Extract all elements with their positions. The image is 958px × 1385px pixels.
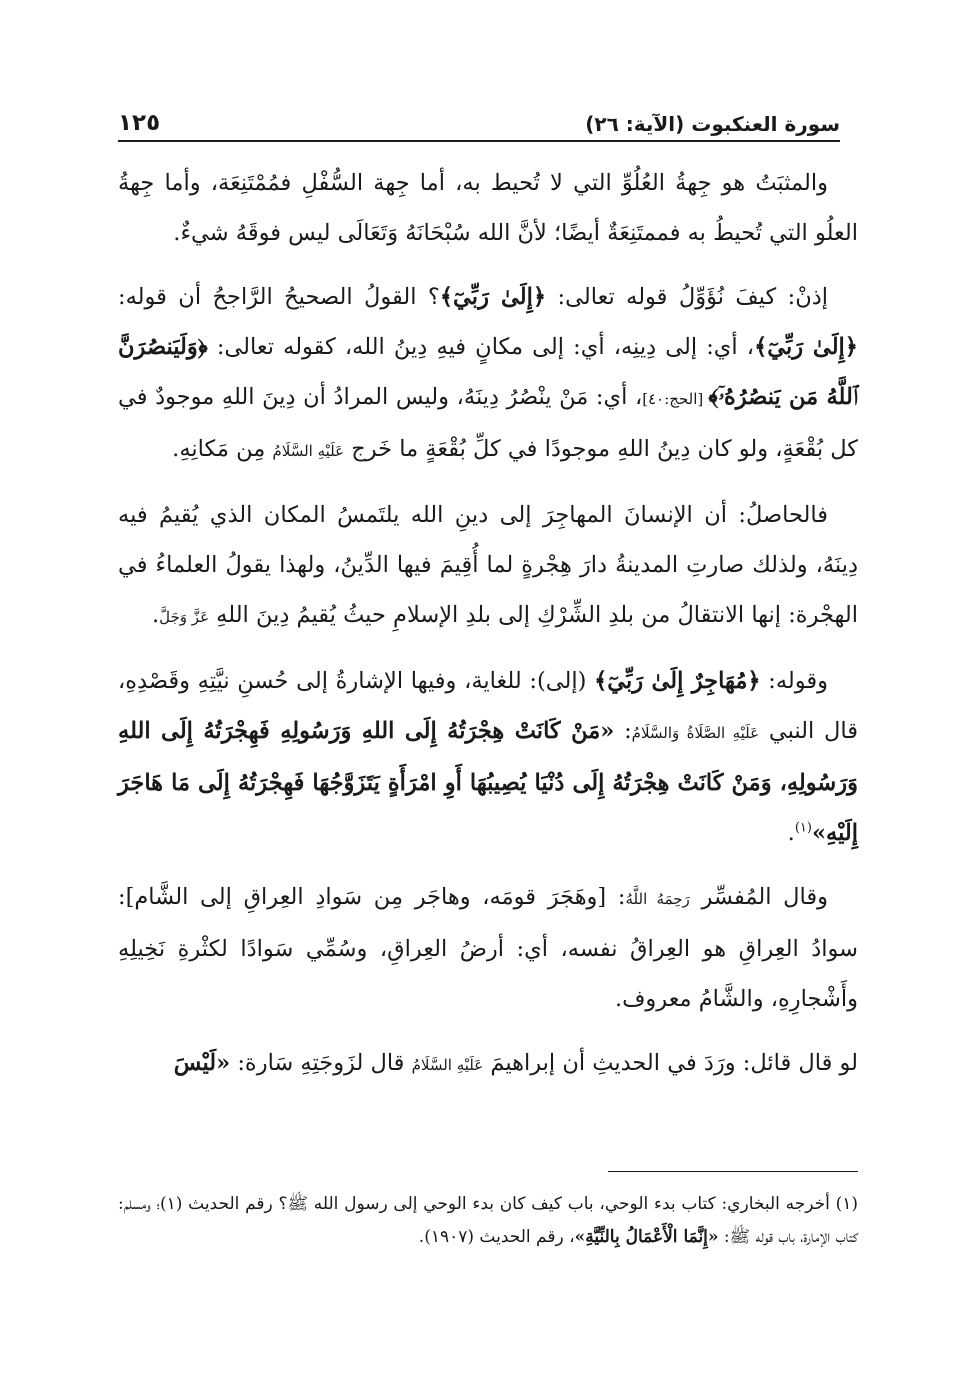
paragraph-2 [118,272,858,476]
text-span: : [وهَجَرَ قومَه، وهاجَر مِن سَوادِ العِراقِ إلى الشَّام]: سوادُ العِراقِ هو العِراقُ نفسه، أي: أرضُ العِراقِ، وسُمِّي سَوادًا لكثْرةِ نَخِيلِهِ وأَشْجارِهِ، والشَّامُ معروف. [118,884,858,1012]
surah-title: سورة العنكبوت (الآية: ٢٦) [585,112,840,136]
text-span: فالحاصلُ: أن الإنسانَ المهاجِرَ إلى دينِ الله يلتَمسُ المكان الذي يُقيمُ فيه دِينَهُ، ولذلك صارتِ المدينةُ دارَ هِجْرةٍ لما أُقِيمَ فيها الدِّينُ، ولهذا يقولُ العلماءُ في الهجْرة: إنها الانتقالُ من بلدِ الشِّرْكِ إلى بلدِ الإسلامِ حيثُ يُقيمُ دِينَ اللهِ [118,502,858,628]
footnote-marker[interactable]: (١) [794,820,812,836]
text-span: إذنْ: كيفَ نُؤَوِّلُ قوله تعالى: [546,284,828,310]
text-span: لو قال قائل: ورَدَ في الحديثِ أن إبراهيمَ [483,1050,858,1076]
hadith-quote: «لَيْسَ [173,1050,231,1076]
paragraph-6 [118,1038,858,1090]
text-span: ، أي: إلى دِينِه، أي: إلى مكانٍ فيهِ دِينُ الله، كقوله تعالى: [207,334,755,360]
footnotes [118,1188,858,1254]
text-span: وقوله: [760,668,828,694]
footnote-1 [118,1188,858,1254]
paragraph-5 [118,872,858,1024]
main-text [118,158,858,1104]
text-span: ، رقم الحديث (١٩٠٧). [418,1227,575,1247]
text-span: قال لزَوجَتِهِ سَارة: [230,1050,412,1076]
honorific: عَلَيْهِ السَّلَامُ [272,442,345,460]
text-span: مِن مَكانِهِ. [172,436,273,462]
quran-verse: ﴿وَلَيَنصُرَنَّ ٱللَّهُ مَن يَنصُرُهُۥٓ﴾ [118,334,859,410]
verse-reference: [الحج:٤٠] [642,390,709,408]
text-span: (١) أخرجه البخاري: كتاب بدء الوحي، باب كيف كان بدء الوحي إلى رسول الله ﷺ؟ رقم الحديث (١)؛ ومسلم: كتاب الإمارة، باب قوله ﷺ: [118,1194,858,1247]
quran-verse: ﴿إِلَىٰ رَبِّيٓ﴾ [439,284,547,310]
text-span: . [152,602,160,628]
quran-verse: ﴿مُهَاجِرٌ إِلَىٰ رَبِّيٓ﴾ [594,668,761,694]
honorific: عَلَيْهِ السَّلَامُ [411,1056,484,1074]
footnote-divider [608,1171,858,1172]
honorific: عَلَيْهِ الصَّلَاةُ وَالسَّلَامُ [631,724,760,742]
page-number: ١٢٥ [118,110,161,136]
paragraph-1: والمثبَتُ هو جِهةُ العُلُوِّ التي لا تُحيط به، أما جِهة السُّفْلِ فمُمْتَنِعَة، وأما جِهةُ العلُو التي تُحيطُ به فممتَنِعَةٌ أيضًا؛ لأنَّ الله سُبْحَانَهُ وَتَعَالَى ليس فوقَهُ شيءٌ. [118,170,858,246]
text-span: . [787,820,795,846]
text-span: ، أي: مَنْ ينْصُرُ دِينَهُ، وليس المرادُ أن دِينَ اللهِ موجودٌ في كل بُقْعَةٍ، ولو كان دِينُ اللهِ موجودًا في كلِّ بُقْعَةٍ ما خَرج [118,384,858,462]
page-header [118,100,840,142]
quran-verse: ﴿إِلَىٰ رَبِّيٓ﴾ [754,334,858,360]
text-span: ؟ القولُ الصحيحُ الرَّاجحُ أن قوله: [118,284,440,310]
text-span: وقال المُفسِّر [689,884,828,910]
paragraph-3 [118,490,858,642]
honorific: عَزَّ وَجَلَّ [159,608,210,626]
paragraph-4 [118,656,858,858]
hadith-quote: «إِنَّمَا الْأَعْمَالُ بِالنِّيَّةِ» [574,1227,719,1247]
honorific: رَحِمَهُ اللَّهُ [625,890,690,908]
text-span: : [614,718,632,744]
text-span: (إلى): للغاية، وفيها الإشارةُ إلى حُسنِ نيَّتِهِ وقَصْدِهِ، قال النبي [118,668,859,744]
hadith-quote: «مَنْ كَانَتْ هِجْرَتُهُ إِلَى اللهِ وَرَسُولِهِ فَهِجْرَتُهُ إِلَى اللهِ وَرَسُولِهِ، وَمَنْ كَانَتْ هِجْرَتُهُ إِلَى دُنْيَا يُصِيبُهَا أَوِ امْرَأَةٍ يَتَزَوَّجُهَا فَهِجْرَتُهُ إِلَى مَا هَاجَرَ إِلَيْهِ» [118,718,858,846]
